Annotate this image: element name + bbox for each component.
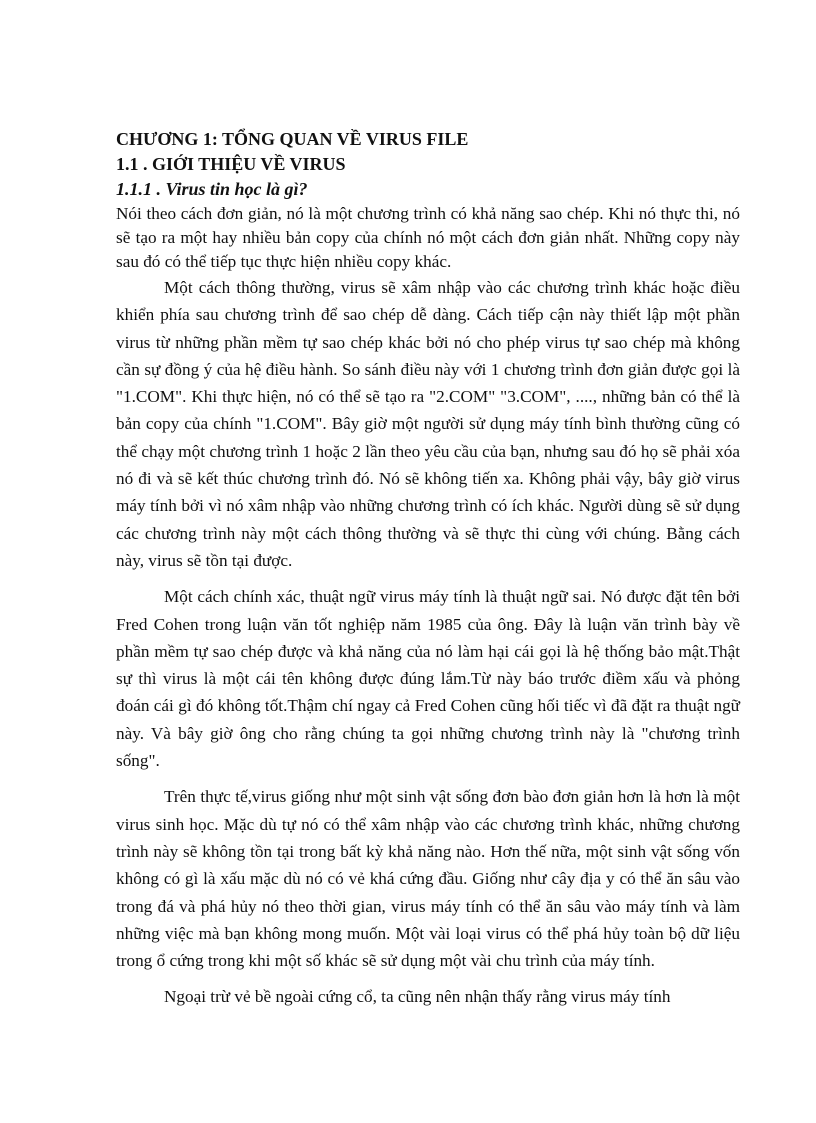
section-heading: 1.1 . GIỚI THIỆU VỀ VIRUS — [116, 154, 346, 174]
paragraph-replication: Một cách thông thường, virus sẽ xâm nhập vào các chương trình khác hoặc điều khiển phía sau chương trình để sao chép dễ dàng. Cách tiếp cận này thiết lập một phần virus từ những phần mềm tự sao chép khác bởi nó cho phép virus tự sao chép mà không cần sự đồng ý của hệ điều hành. So sánh điều này với 1 chương trình đơn giản được gọi là "1.COM". Khi thực hiện, nó có thể sẽ tạo ra "2.COM" "3.COM", ...., những bản có thể là bản copy của chính "1.COM". Bây giờ một người sử dụng máy tính bình thường cũng có thể chạy một chương trình 1 hoặc 2 lần theo yêu cầu của bạn, nhưng sau đó họ sẽ phải xóa nó đi và sẽ kết thúc chương trình đó. Nó sẽ không tiến xa. Không phải vậy, bây giờ virus máy tính bởi vì nó xâm nhập vào những chương trình có ích khác. Người dùng sẽ sử dụng các chương trình này một cách thông thường và sẽ thực thi cùng với chúng. Bằng cách này, virus sẽ tồn tại được. — [116, 278, 740, 570]
paragraph-intro: Nói theo cách đơn giản, nó là một chương trình có khả năng sao chép. Khi nó thực thi, nó sẽ tạo ra một hay nhiều bản copy của chính nó một cách đơn giản nhất. Những copy này sau đó có thể tiếp tục thực hiện nhiều copy khác. — [116, 204, 740, 271]
subsection-heading: 1.1.1 . Virus tin học là gì? — [116, 179, 308, 199]
document-page — [116, 126, 740, 1011]
chapter-heading: CHƯƠNG 1: TỔNG QUAN VỀ VIRUS FILE — [116, 129, 469, 149]
paragraph-appearance: Ngoại trừ vẻ bề ngoài cứng cổ, ta cũng nên nhận thấy rằng virus máy tính — [164, 987, 671, 1007]
paragraph-terminology: Một cách chính xác, thuật ngữ virus máy tính là thuật ngữ sai. Nó được đặt tên bởi Fred Cohen trong luận văn tốt nghiệp năm 1985 của ông. Đây là luận văn trình bày về phần mềm tự sao chép được và khả năng của nó làm hại cái gọi là hệ thống bảo mật.Thật sự thì virus là một cái tên không được đúng lắm.Từ này báo trước điềm xấu và phỏng đoán cái gì đó không tốt.Thậm chí ngay cả Fred Cohen cũng hối tiếc vì đã đặt ra thuật ngữ này. Và bây giờ ông cho rằng chúng ta gọi những chương trình này là "chương trình sống". — [116, 587, 740, 771]
paragraph-organism: Trên thực tế,virus giống như một sinh vật sống đơn bào đơn giản hơn là hơn là một virus sinh học. Mặc dù tự nó có thể xâm nhập vào các chương trình khác, những chương trình này sẽ không tồn tại trong bất kỳ khả năng nào. Hơn thế nữa, một sinh vật sống vốn không có gì là xấu mặc dù nó có vẻ khá cứng đầu. Giống như cây địa y có thể ăn sâu vào trong đá và phá hủy nó theo thời gian, virus máy tính có thể ăn sâu vào máy tính và làm những việc mà bạn không mong muốn. Một vài loại virus có thể phá hủy toàn bộ dữ liệu trong ổ cứng trong khi một số khác sẽ sử dụng một vài chu trình của máy tính. — [116, 787, 740, 971]
